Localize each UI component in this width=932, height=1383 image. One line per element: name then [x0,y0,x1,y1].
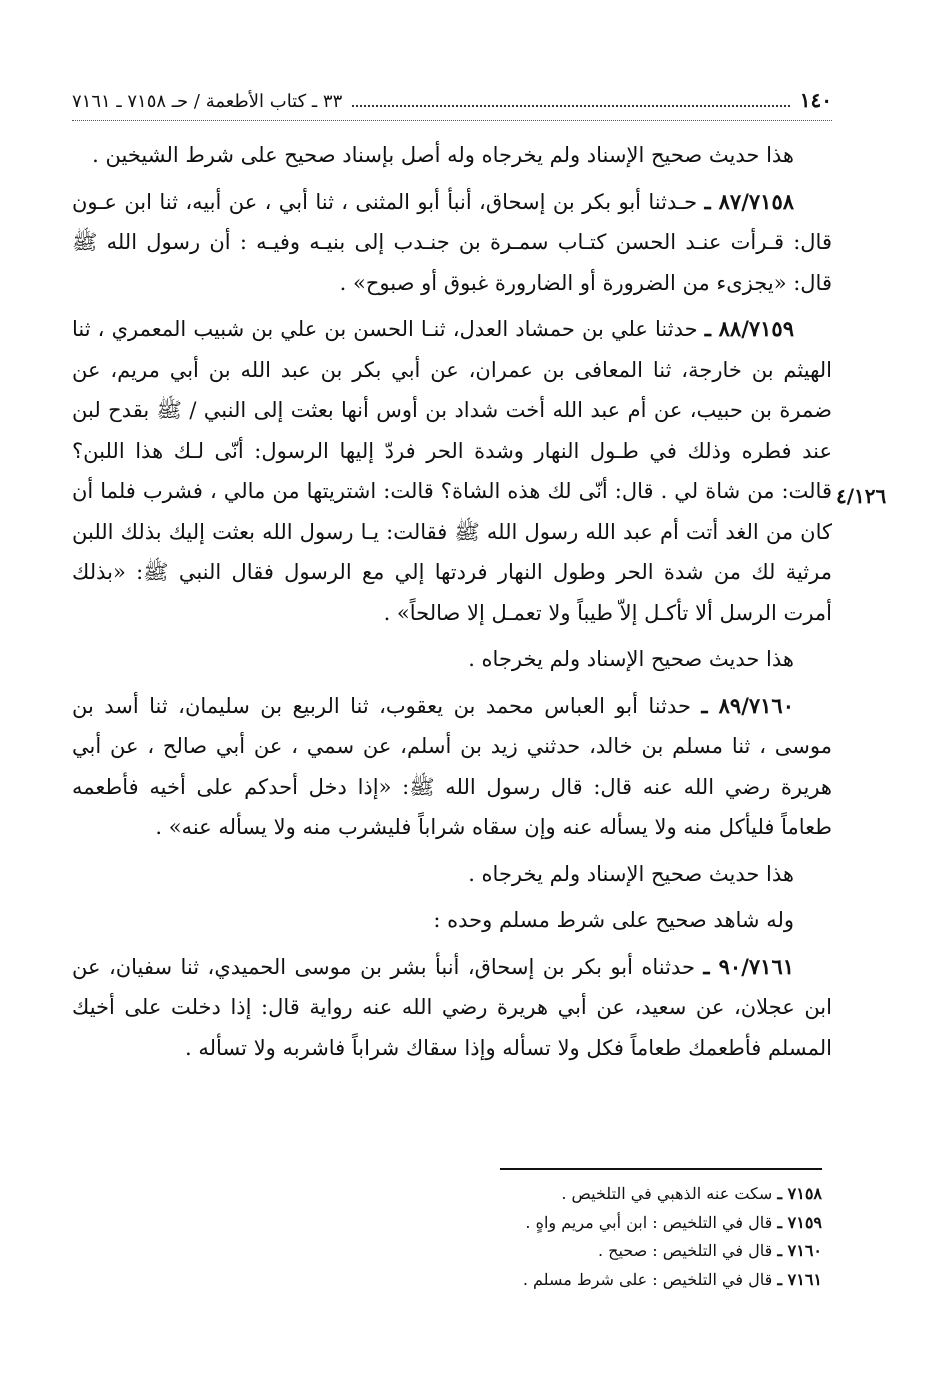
header-leader-dots [352,105,790,107]
footnotes [300,1180,822,1294]
footnote: ٧١٦٠ ـ قال في التلخيص : صحيح . [597,1241,822,1260]
margin-volume-page-note: ٤/١٢٦ [836,484,887,508]
hadith-paragraph [72,182,832,304]
hadith-number: ٨٩/٧١٦٠ ـ [701,692,794,718]
grading-paragraph: هذا حديث صحيح الإسناد ولم يخرجاه . [468,647,794,671]
page-number: ١٤٠ [799,88,832,112]
hadith-number: ٨٨/٧١٥٩ ـ [704,316,794,341]
hadith-paragraph [72,309,832,633]
hadith-text: حدثنا علي بن حمشاد العدل، ثنـا الحسن بن علي بن شبيب المعمري ، ثنا الهيثم بن خارجة، ثنا المعافى بن عمران، عن أبي بكر بن عبد الله بن أبي مريم، عن ضمرة بن حبيب، عن أم عبد الله أخت شداد بن أوس أنها بعثت إلى النبي / ﷺ بقدح لبن عند فطره وذلك في طـول النهار وشدة الحر فردّ إليها الرسول: أنّى لـك هذا اللبن؟ قالت: من شاة لي . قال: أنّى لك هذه الشاة؟ قالت: اشتريتها من مالي ، فشرب فلما أن كان من الغد أتت أم عبد الله رسول الله ﷺ فقالت: يـا رسول الله بعثت إليك بذلك اللبن مرثية لك من شدة الحر وطول النهار فردتها إلي مع الرسول فقال النبي ﷺ: «بذلك أمرت الرسل ألا تأكـل إلاّ طيباً ولا تعمـل إلا صالحاً» . [72,317,832,625]
footnote-separator [500,1168,822,1170]
running-header [72,88,832,121]
hadith-text: حدثناه أبو بكر بن إسحاق، أنبأ بشر بن موسى الحميدي، ثنا سفيان، عن ابن عجلان، عن سعيد، عن أبي هريرة رضي الله عنه رواية قال: إذا دخلت على أخيك المسلم فأطعمك طعاماً فكل ولا تسأله وإذا سقاك شراباً فاشربه ولا تسأله . [72,954,832,1060]
hadith-number: ٩٠/٧١٦١ ـ [703,953,795,979]
footnote: ٧١٥٨ ـ سكت عنه الذهبي في التلخيص . [561,1184,822,1203]
footnote: ٧١٥٩ ـ قال في التلخيص : ابن أبي مريم واهٍ . [525,1212,822,1232]
hadith-text: حـدثنا أبو بكر بن إسحاق، أنبأ أبو المثنى ، ثنا أبي ، عن أبيه، ثنا ابن عـون قال: قـرأت عنـد الحسن كتـاب سمـرة بن جنـدب إلى بنيـه وفيـه : أن رسول الله ﷺ قال: «يجزىء من الضرورة أو الضارورة غبوق أو صبوح» . [72,189,832,295]
header-title: ٣٣ ـ كتاب الأطعمة / حـ ٧١٥٨ ـ ٧١٦١ [72,91,343,112]
main-text [72,135,832,1068]
grading-paragraph: هذا حديث صحيح الإسناد ولم يخرجاه . [468,861,794,886]
page-body [72,88,832,1074]
hadith-paragraph [72,686,832,848]
hadith-paragraph [72,947,832,1069]
paragraph: هذا حديث صحيح الإسناد ولم يخرجاه وله أصل بإسناد صحيح على شرط الشيخين . [92,143,794,167]
hadith-text: حدثنا أبو العباس محمد بن يعقوب، ثنا الربيع بن سليمان، ثنا أسد بن موسى ، ثنا مسلم بن خالد، حدثني زيد بن أسلم، عن سمي ، عن أبي صالح ، عن أبي هريرة رضي الله عنه قال: قال رسول الله ﷺ: «إذا دخل أحدكم على أخيه فأطعمه طعاماً فليأكل منه ولا يسأله عنه وإن سقاه شراباً فليشرب منه ولا يسأله عنه» . [72,693,832,839]
footnote: ٧١٦١ ـ قال في التلخيص : على شرط مسلم . [522,1269,822,1289]
hadith-number: ٨٧/٧١٥٨ ـ [704,188,795,214]
witness-paragraph: وله شاهد صحيح على شرط مسلم وحده : [433,908,794,932]
